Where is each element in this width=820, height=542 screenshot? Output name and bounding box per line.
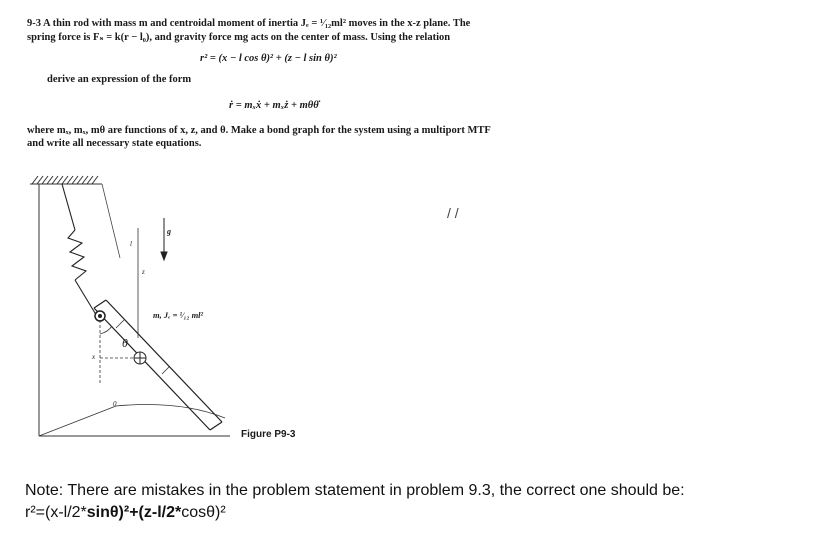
note-eq-part-c: )²+(z-l/2* <box>118 504 182 521</box>
arc-r0 <box>116 405 225 419</box>
problem-line-5: and write all necessary state equations. <box>27 138 202 149</box>
note-line-1: Note: There are mistakes in the problem statement in problem 9.3, the correct one should be: <box>25 482 685 499</box>
theta-arc <box>100 326 112 334</box>
spring <box>62 184 98 318</box>
equation-rdot: ṙ = mₓẋ + mₓż + mθθ̇ <box>229 100 319 111</box>
r-line <box>39 406 116 436</box>
problem-line-3: derive an expression of the form <box>47 74 192 85</box>
label-mass-inertia: m, Jₑ = ¹⁄₁₂ ml² <box>153 310 204 320</box>
label-z: z <box>142 268 145 276</box>
margin-marks: / / <box>447 205 459 221</box>
note-eq-cos: cosθ <box>181 504 216 521</box>
label-g: g <box>167 227 171 236</box>
figure-diagram <box>20 168 250 443</box>
note-line-2 <box>25 504 226 522</box>
label-x: x <box>92 353 96 361</box>
ceiling-hatch <box>30 176 102 184</box>
note-eq-sin: sinθ <box>86 504 119 521</box>
gravity-arrow <box>161 218 167 260</box>
note-eq-part-a: r²=(x-l/2* <box>25 504 87 521</box>
note-eq-part-e: )² <box>215 504 226 521</box>
equation-r-squared: r² = (x − l cos θ)² + (z − l sin θ)² <box>200 53 337 64</box>
label-theta: θ <box>122 336 128 350</box>
problem-line-2: spring force is Fₛ = k(r − l₀), and gravity force mg acts on the center of mass. Using the relation <box>27 32 451 43</box>
length-line <box>102 184 120 258</box>
label-l: l <box>130 240 132 248</box>
problem-line-1: 9-3 A thin rod with mass m and centroidal moment of inertia Jₑ = ¹⁄₁₂ml² moves in the x-z plane. The <box>27 18 471 29</box>
center-of-mass <box>134 352 146 364</box>
problem-line-4: where mₓ, mₓ, mθ are functions of x, z, and θ. Make a bond graph for the system using a multiport MTF <box>27 125 491 136</box>
label-r0: 0 <box>113 400 117 408</box>
figure-caption: Figure P9-3 <box>241 429 296 440</box>
